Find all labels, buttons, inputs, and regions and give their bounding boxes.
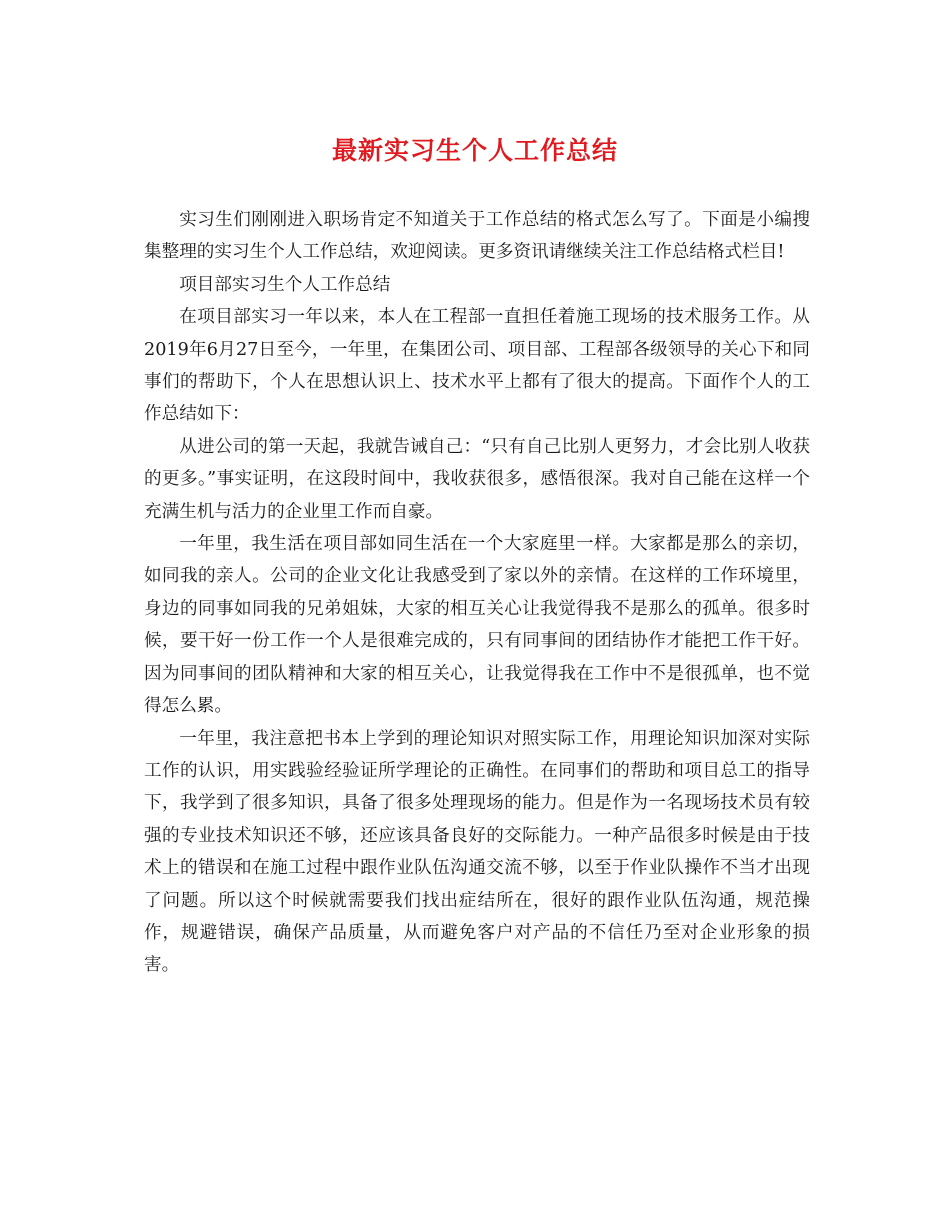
document-body (144, 204, 810, 982)
body-paragraph: 在项目部实习一年以来，本人在工程部一直担任着施工现场的技术服务工作。从2019年6月27日至今，一年里，在集团公司、项目部、工程部各级领导的关心下和同事们的帮助下，个人在思想认识上、技术水平上都有了很大的提高。下面作个人的工作总结如下： (144, 307, 810, 425)
intro-paragraph: 实习生们刚刚进入职场肯定不知道关于工作总结的格式怎么写了。下面是小编搜集整理的实习生个人工作总结，欢迎阅读。更多资讯请继续关注工作总结格式栏目! (144, 210, 810, 263)
body-paragraph: 一年里，我注意把书本上学到的理论知识对照实际工作，用理论知识加深对实际工作的认识，用实践验经验证所学理论的正确性。在同事们的帮助和项目总工的指导下，我学到了很多知识，具备了很多处理现场的能力。但是作为一名现场技术员有较强的专业技术知识还不够，还应该具备良好的交际能力。一种产品很多时候是由于技术上的错误和在施工过程中跟作业队伍沟通交流不够，以至于作业队操作不当才出现了问题。所以这个时候就需要我们找出症结所在，很好的跟作业队伍沟通，规范操作，规避错误，确保产品质量，从而避免客户对产品的不信任乃至对企业形象的损害。 (144, 728, 810, 976)
body-paragraph: 从进公司的第一天起，我就告诫自己：“只有自己比别人更努力，才会比别人收获的更多。”事实证明，在这段时间中，我收获很多，感悟很深。我对自己能在这样一个充满生机与活力的企业里工作而自豪。 (144, 436, 810, 522)
document-title: 最新实习生个人工作总结 (331, 136, 618, 165)
section-heading: 项目部实习生个人工作总结 (179, 274, 391, 295)
body-paragraph: 一年里，我生活在项目部如同生活在一个大家庭里一样。大家都是那么的亲切，如同我的亲人。公司的企业文化让我感受到了家以外的亲情。在这样的工作环境里，身边的同事如同我的兄弟姐妹，大家的相互关心让我觉得我不是那么的孤单。很多时候，要干好一份工作一个人是很难完成的，只有同事间的团结协作才能把工作干好。因为同事间的团队精神和大家的相互关心，让我觉得我在工作中不是很孤单，也不觉得怎么累。 (144, 534, 810, 717)
